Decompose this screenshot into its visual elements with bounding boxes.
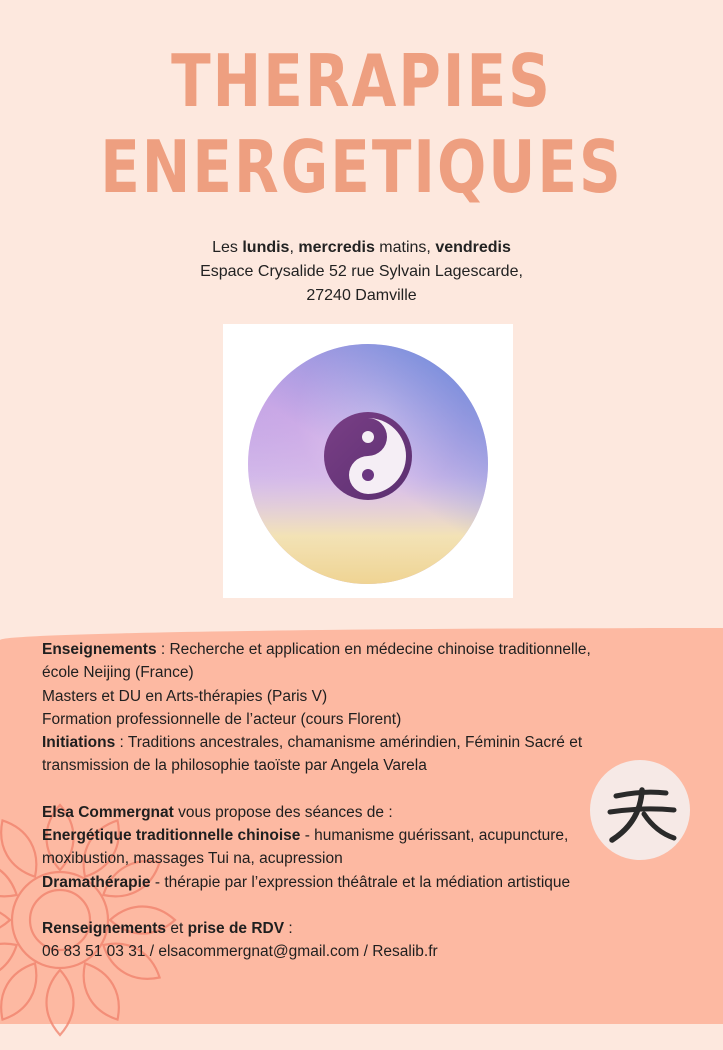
contact-line: 06 83 51 03 31 / elsacommergnat@gmail.com / Resalib.fr (42, 943, 438, 961)
propose-text: vous propose des séances de : (173, 803, 393, 821)
schedule-les: Les (212, 239, 243, 256)
energetique-text: - humanisme guérissant, acupuncture, moxibustion, massages Tui na, acupression (42, 827, 569, 868)
drama-paragraph (42, 871, 602, 894)
initiations-label: Initiations (42, 734, 116, 752)
schedule-mercredis: mercredis (298, 239, 375, 256)
energetique-label: Energétique traditionnelle chinoise (42, 827, 301, 845)
yin-yang-watercolor-image (223, 324, 513, 598)
renseignements-et: et (166, 919, 188, 937)
schedule-days (0, 236, 723, 260)
details-text (42, 638, 602, 964)
renseignements-colon: : (284, 919, 293, 937)
rdv-label: prise de RDV (187, 919, 285, 937)
yin-yang-icon (223, 324, 513, 598)
enseignements-text: : Recherche et application en médecine chinoise traditionnelle, école Neijing (France) (42, 641, 591, 682)
address-line-2: 27240 Damville (306, 287, 417, 304)
formation-line: Formation professionnelle de l’acteur (cours Florent) (42, 710, 402, 728)
masters-line: Masters et DU en Arts-thérapies (Paris V) (42, 687, 328, 705)
initiations-text: : Traditions ancestrales, chamanisme amérindien, Féminin Sacré et transmission de la philosophie taoïste par Angela Varela (42, 734, 583, 775)
enseignements-paragraph (42, 638, 602, 685)
title-line-1: THERAPIES (171, 38, 552, 124)
enseignements-label: Enseignements (42, 641, 157, 658)
renseignements-label: Renseignements (42, 919, 167, 937)
title-line-2: ENERGETIQUES (100, 124, 623, 210)
schedule-comma: , (289, 239, 299, 256)
schedule-vendredis: vendredis (435, 239, 511, 256)
drama-text: - thérapie par l’expression théâtrale et la médiation artistique (150, 873, 571, 891)
address-line-1: Espace Crysalide 52 rue Sylvain Lagescarde, (200, 263, 523, 280)
schedule-lundis: lundis (242, 239, 290, 256)
energetique-paragraph (42, 824, 602, 871)
schedule-matins: matins, (374, 239, 436, 256)
drama-label: Dramathérapie (42, 873, 151, 891)
intro-line (42, 801, 602, 824)
tian-character-badge (590, 760, 690, 860)
tian-character-icon (590, 760, 690, 860)
renseignements-line (42, 917, 602, 940)
initiations-paragraph (42, 731, 602, 778)
schedule-info (0, 236, 723, 308)
practitioner-name: Elsa Commergnat (42, 803, 174, 821)
